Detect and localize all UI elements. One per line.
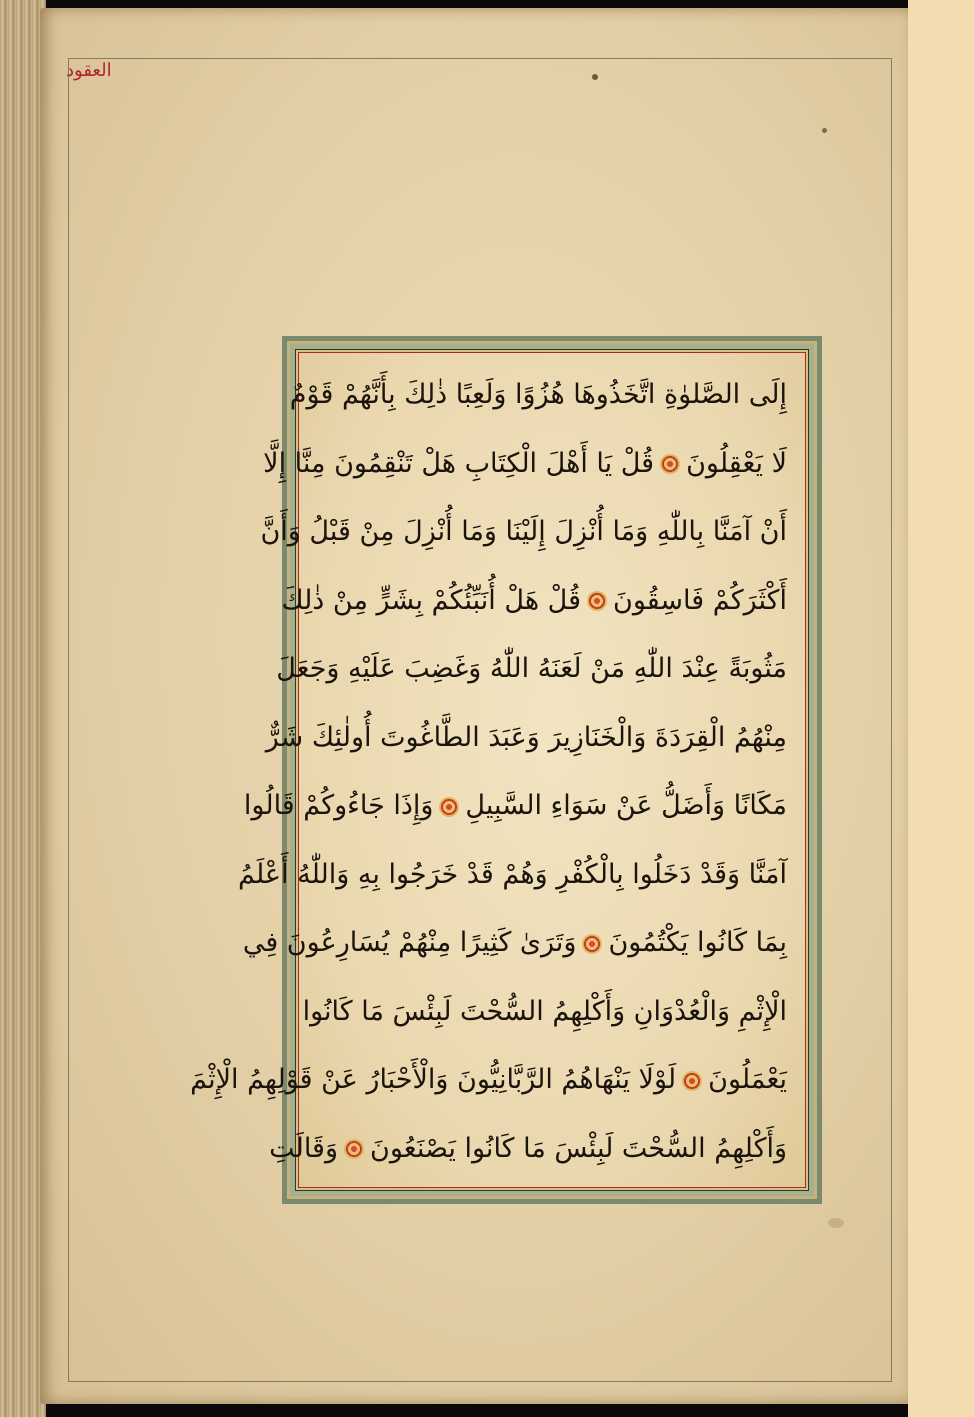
verse-marker-icon [582, 934, 602, 954]
text-line-4: أَكْثَرَكُمْ فَاسِقُونَقُلْ هَلْ أُنَبِّئُكُمْ بِشَرٍّ مِنْ ذٰلِكَ [281, 584, 787, 616]
verse-marker-icon [660, 454, 680, 474]
text-line-10: الْإِثْمِ وَالْعُدْوَانِ وَأَكْلِهِمُ السُّحْتَ لَبِئْسَ مَا كَانُوا [302, 995, 787, 1027]
text-line-9: بِمَا كَانُوا يَكْتُمُونَوَتَرَىٰ كَثِيرًا مِنْهُمْ يُسَارِعُونَ فِي [242, 927, 787, 959]
page-margin-strip [908, 0, 974, 1417]
text-line-6: مِنْهُمُ الْقِرَدَةَ وَالْخَنَازِيرَ وَعَبَدَ الطَّاغُوتَ أُولٰئِكَ شَرٌّ [265, 721, 787, 753]
text-line-12: وَأَكْلِهِمُ السُّحْتَ لَبِئْسَ مَا كَانُوا يَصْنَعُونَوَقَالَتِ [269, 1132, 787, 1164]
verse-marker-icon [587, 591, 607, 611]
chapter-catchword: العقود [66, 60, 112, 81]
text-line-7: مَكَانًا وَأَضَلُّ عَنْ سَوَاءِ السَّبِيلِوَإِذَا جَاءُوكُمْ قَالُوا [243, 790, 787, 822]
text-panel [190, 353, 805, 1187]
text-line-8: آمَنَّا وَقَدْ دَخَلُوا بِالْكُفْرِ وَهُمْ قَدْ خَرَجُوا بِهِ وَاللّٰهُ أَعْلَمُ [238, 858, 787, 890]
text-line-3: أَنْ آمَنَّا بِاللّٰهِ وَمَا أُنْزِلَ إِلَيْنَا وَمَا أُنْزِلَ مِنْ قَبْلُ وَأَنَّ [260, 516, 787, 548]
text-line-1: إِلَى الصَّلوٰةِ اتَّخَذُوهَا هُزُوًا وَلَعِبًا ذٰلِكَ بِأَنَّهُمْ قَوْمٌ [289, 379, 787, 410]
verse-marker-icon [344, 1139, 364, 1159]
text-line-11: يَعْمَلُونَلَوْلَا يَنْهَاهُمُ الرَّبَّانِيُّونَ وَالْأَحْبَارُ عَنْ قَوْلِهِمُ الْإِثْمَ [190, 1064, 787, 1096]
verse-marker-icon [682, 1071, 702, 1091]
text-line-2: لَا يَعْقِلُونَقُلْ يَا أَهْلَ الْكِتَابِ هَلْ تَنْقِمُونَ مِنَّا إِلَّا [263, 447, 787, 479]
text-block-frame [190, 336, 822, 1204]
text-line-5: مَثُوبَةً عِنْدَ اللّٰهِ مَنْ لَعَنَهُ اللّٰهُ وَغَضِبَ عَلَيْهِ وَجَعَلَ [276, 653, 787, 685]
verse-marker-icon [439, 797, 459, 817]
